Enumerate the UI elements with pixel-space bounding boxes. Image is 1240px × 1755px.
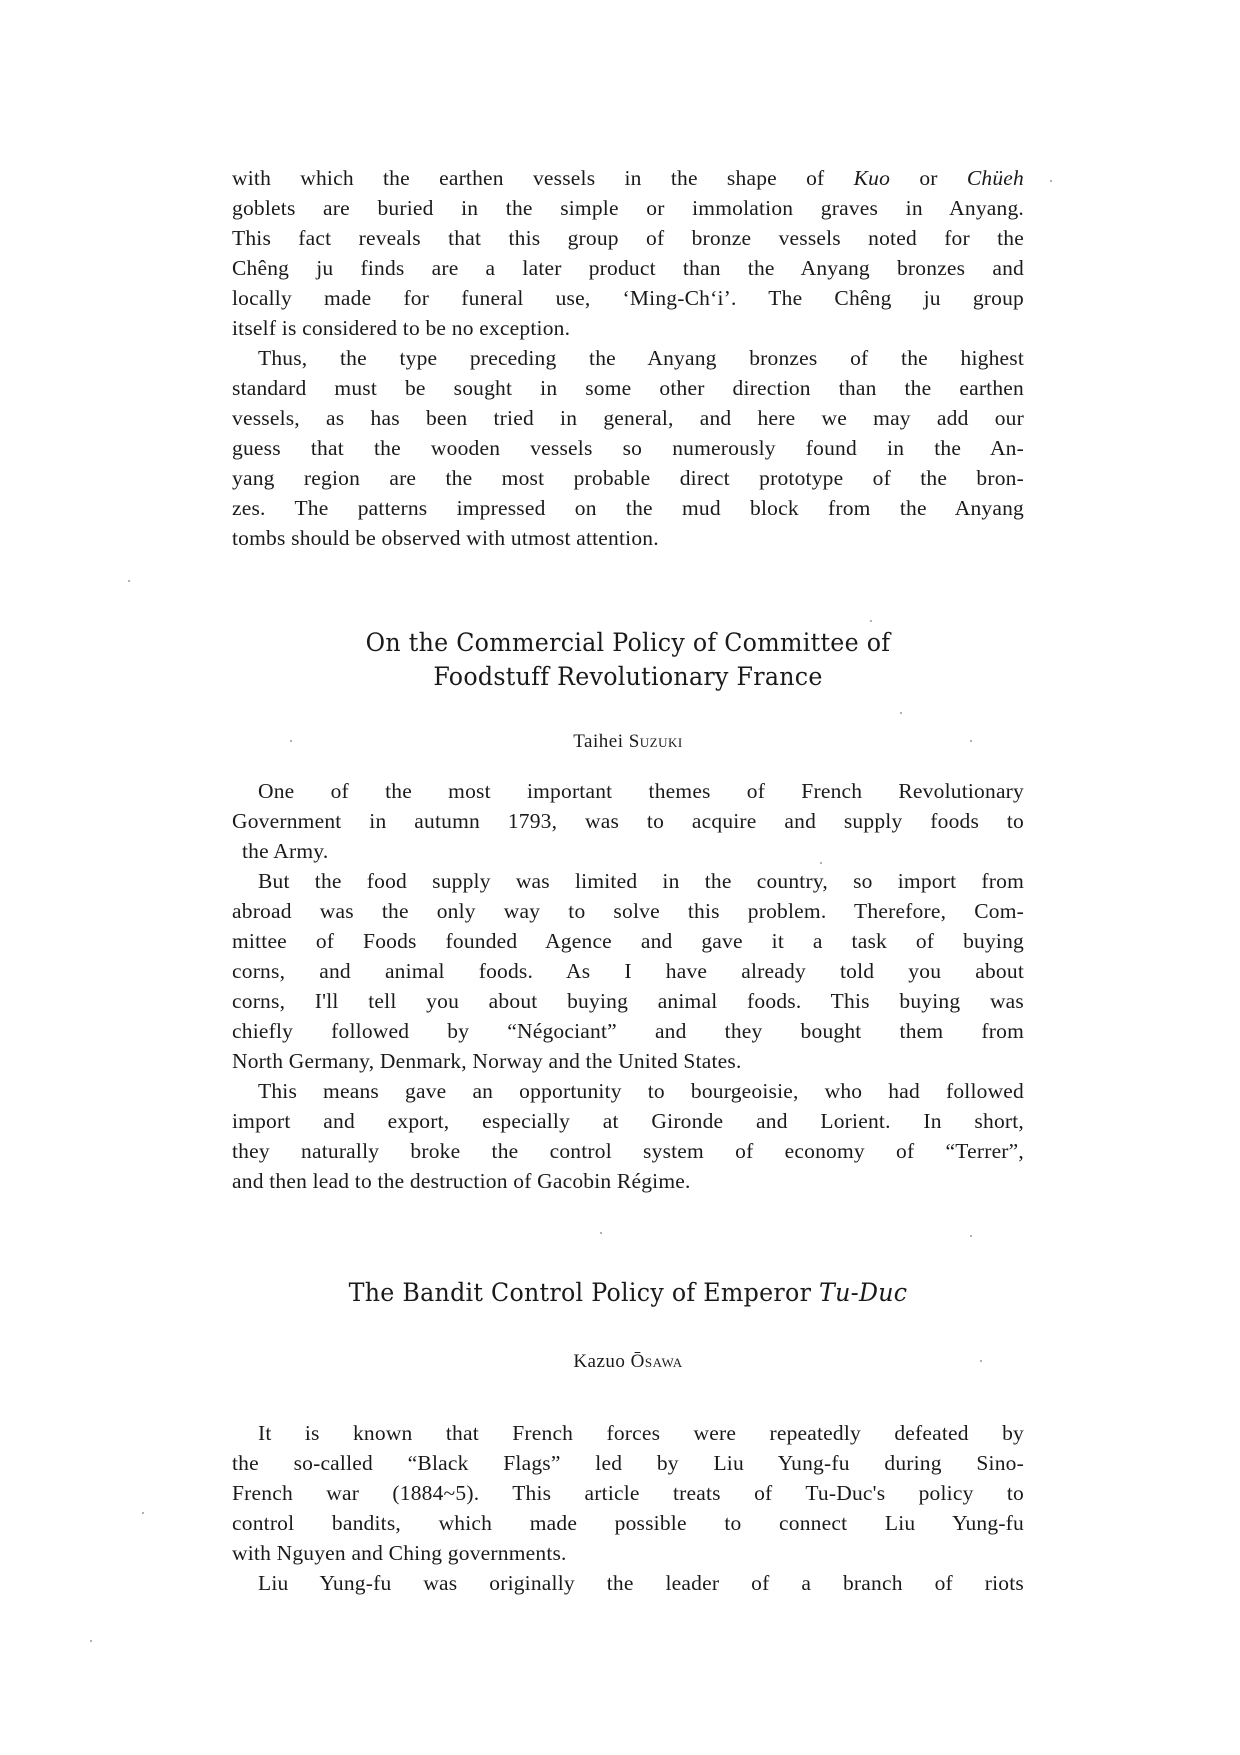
text-line: mittee of Foods founded Agence and gave it a task of buying <box>232 929 1024 953</box>
text-line: they naturally broke the control system of economy of “Terrer”, <box>232 1139 1024 1163</box>
text-line: But the food supply was limited in the country, so import from <box>258 869 1024 893</box>
scan-speck <box>970 740 972 742</box>
text-line: This fact reveals that this group of bronze vessels noted for the <box>232 226 1024 250</box>
text-line: French war (1884~5). This article treats of Tu-Duc's policy to <box>232 1481 1024 1505</box>
text-line: and then lead to the destruction of Gacobin Régime. <box>232 1169 691 1193</box>
text-line: itself is considered to be no exception. <box>232 316 571 340</box>
text-line: Liu Yung-fu was originally the leader of a branch of riots <box>258 1571 1024 1595</box>
line-prefix: with which the earthen vessels in the shape of <box>232 166 854 190</box>
author-family-name: Ōsawa <box>630 1351 683 1372</box>
text-line: It is known that French forces were repeatedly defeated by <box>258 1421 1024 1445</box>
scan-speck <box>128 580 130 582</box>
text-line: import and export, especially at Gironde and Lorient. In short, <box>232 1109 1024 1133</box>
scan-speck <box>90 1640 92 1642</box>
article-title-line-1: On the Commercial Policy of Committee of <box>365 628 891 658</box>
article-author <box>232 1349 1024 1375</box>
text-line: locally made for funeral use, ‘Ming-Ch‘i’. The Chêng ju group <box>232 286 1024 310</box>
scan-speck <box>870 620 872 622</box>
text-line: Thus, the type preceding the Anyang bronzes of the highest <box>258 346 1024 370</box>
author-given-name: Kazuo <box>573 1351 626 1372</box>
text-line: the so-called “Black Flags” led by Liu Yung-fu during Sino- <box>232 1451 1024 1475</box>
text-line: This means gave an opportunity to bourgeoisie, who had followed <box>258 1079 1024 1103</box>
scan-speck <box>600 1232 602 1234</box>
text-line: Chêng ju finds are a later product than the Anyang bronzes and <box>232 256 1024 280</box>
text-line: zes. The patterns impressed on the mud block from the Anyang <box>232 496 1024 520</box>
italic-term-chueh: Chüeh <box>966 166 1024 190</box>
text-line: yang region are the most probable direct prototype of the bron- <box>232 466 1024 490</box>
text-line: goblets are buried in the simple or immolation graves in Anyang. <box>232 196 1024 220</box>
text-line: standard must be sought in some other direction than the earthen <box>232 376 1024 400</box>
scan-speck <box>900 712 902 714</box>
text-line: corns, and animal foods. As I have already told you about <box>232 959 1024 983</box>
article-title-italic: Tu-Duc <box>819 1278 908 1308</box>
scan-speck <box>142 1512 144 1514</box>
scan-speck <box>980 1360 982 1362</box>
scan-speck <box>970 1235 972 1237</box>
article-title-line-2: Foodstuff Revolutionary France <box>433 662 823 692</box>
author-given-name: Taihei <box>573 731 624 752</box>
article-author <box>232 729 1024 755</box>
text-line: the Army. <box>242 839 329 863</box>
text-line: abroad was the only way to solve this problem. Therefore, Com- <box>232 899 1024 923</box>
text-line: vessels, as has been tried in general, and here we may add our <box>232 406 1024 430</box>
text-line: control bandits, which made possible to connect Liu Yung-fu <box>232 1511 1024 1535</box>
text-line: North Germany, Denmark, Norway and the United States. <box>232 1049 742 1073</box>
text-line: One of the most important themes of French Revolutionary <box>258 779 1024 803</box>
author-family-name: Suzuki <box>628 731 683 752</box>
text-line: with Nguyen and Ching governments. <box>232 1541 567 1565</box>
scan-speck <box>290 740 292 742</box>
text-line: corns, I'll tell you about buying animal foods. This buying was <box>232 989 1024 1013</box>
text-line: guess that the wooden vessels so numerously found in the An- <box>232 436 1024 460</box>
text-line <box>232 163 1024 193</box>
scan-speck <box>1050 180 1052 182</box>
text-line: tombs should be observed with utmost attention. <box>232 526 659 550</box>
article-title <box>260 1276 997 1310</box>
word-or: or <box>890 166 967 190</box>
article-title-text: The Bandit Control Policy of Emperor <box>348 1278 820 1308</box>
italic-term-kuo: Kuo <box>853 166 891 190</box>
scan-speck <box>820 862 822 864</box>
text-line: chiefly followed by “Négociant” and they bought them from <box>232 1019 1024 1043</box>
text-line: Government in autumn 1793, was to acquire and supply foods to <box>232 809 1024 833</box>
